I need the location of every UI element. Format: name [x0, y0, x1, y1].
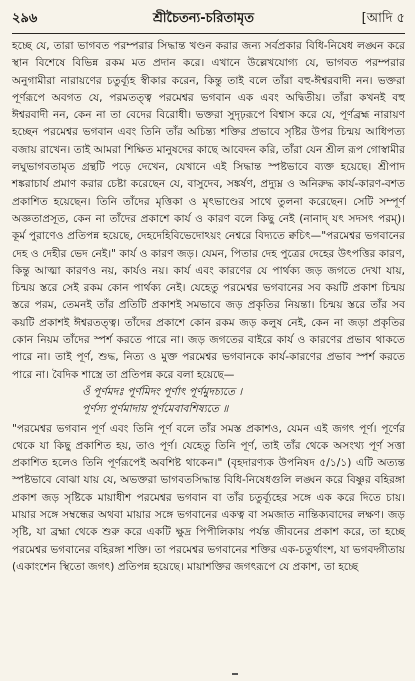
verse-line-1: ওঁ পূর্ণমদঃ পূর্ণমিদং পূর্ণাৎ পূর্ণমুদচ্যতে । [82, 385, 243, 398]
body-paragraph-1: হচ্ছে যে, তারা ভাগবত পরম্পরার সিদ্ধান্ত খণ্ডন করার জন্য সর্বপ্রকার বিধি-নিষেধ লঙ্ঘন করে স্থান বিশেষে বিভিন্ন রকম মত প্রদান করে। এখানে উল্লেখযোগ্য যে, ভাগবত পরম্পরার অনুগামীরা নারায়ণের চতুর্ব্যূহ স্বীকার করেন, কিন্তু তাই বলে তাঁরা বহু-ঈশ্বরবাদী নন। ভক্তরা পূর্ণরূপে অবগত যে, পরমতত্ত্ব পরমেশ্বর ভগবান এক এবং অদ্বিতীয়। তাঁরা কখনই বহু ঈশ্বরবাদী নন, কেন না তা বেদের বিরোধী। ভক্তরা সুদৃঢ়রূপে বিশ্বাস করে যে, পূর্ণব্রহ্ম নারায়ণ হচ্ছেন পরমেশ্বর ভগবান এবং তিনি তাঁর অচিন্ত্য শক্তির প্রভাবে সৃষ্টির উপর চিন্ময় আধিপত্য বজায় রাখেন। তাই আমরা শিক্ষিত মানুষদের কাছে আবেদন করি, তাঁরা যেন শ্রীল রূপ গোস্বামীর লঘুভাগবতামৃত গ্রন্থটি পড়ে দেখেন, যেখানে এই সিদ্ধান্ত স্পষ্টভাবে ব্যক্ত হয়েছে। শ্রীপাদ শঙ্করাচার্য প্রমাণ করার চেষ্টা করেছেন যে, বাসুদেব, সঙ্কর্ষণ, প্রদ্যুম্ন ও অনিরুদ্ধ কার্য-কারণ-বশত প্রকাশিত হয়েছেন। তিনি তাঁদের মৃত্তিকা ও মৃৎভাণ্ডের সাথে তুলনা করেছেন। সেটি সম্পূর্ণ অজ্ঞতাপ্রসূত, কেন না তাঁদের প্রকাশে কার্য ও কারণ বলে কিছু নেই (নানাদ্ যৎ সদসৎ পরম্)। কূর্ম পুরাণেও প্রতিপন্ন হয়েছে, দেহদেহিবিভেদোঽয়ং নেশ্বরে বিদ্যতে ক্বচিৎ—"পরমেশ্বর ভগবানের দেহ ও দেহীর ভেদ নেই।" কার্য ও কারণ জড়। যেমন, পিতার দেহ পুত্রের দেহের উৎপত্তির কারণ, কিন্তু আত্মা কারণও নয়, কার্যও নয়। কার্য এবং কারণের যে পার্থক্য জড় জগতে দেখা যায়, চিন্ময় স্তরে সেই রকম কোন পার্থক্য নেই। যেহেতু পরমেশ্বর ভগবানের সব কয়টি প্রকাশ চিন্ময় স্তরে পরম, তেমনই তাঁর প্রতিটি প্রকাশই সমভাবে জড় প্রকৃতির নিয়ন্তা। চিন্ময় স্তরে তাঁর সব কয়টি প্রকাশই ঈশ্বরতত্ত্ব। তাঁদের প্রকাশে কোন রকম জড় কলুষ নেই, কেন না জড়া প্রকৃতির কোন নিয়ম তাঁদের স্পর্শ করতে পারে না। জড় জগতের বাইরে কার্য ও কারণের প্রভাব থাকতে পারে না। তাই পূর্ণ, শুদ্ধ, নিত্য ও মুক্ত পরমেশ্বর ভগবানকে কার্য-কারণের প্রভাব স্পর্শ করতে পারে না। বৈদিক শাস্ত্রে তা প্রতিপন্ন করে বলা হয়েছে— [12, 40, 405, 381]
body-paragraph-2: "পরমেশ্বর ভগবান পূর্ণ এবং তিনি পূর্ণ বলে তাঁর সমস্ত প্রকাশও, যেমন এই জগৎ পূর্ণ। পূর্ণের থেকে যা কিছু প্রকাশিত হয়, তাও পূর্ণ। যেহেতু তিনি পূর্ণ, তাই তাঁর থেকে অসংখ্য পূর্ণ সত্তা প্রকাশিত হলেও তিনি পূর্ণরূপেই অবশিষ্ট থাকেন।" (বৃহদারণ্যক উপনিষদ ৫/১/১) এটি অত্যন্ত স্পষ্টভাবে বোঝা যায় যে, অভক্তরা ভাগবতসিদ্ধান্ত বিধি-নিষেধগুলি লঙ্ঘন করে বিষ্ণুর বহিরঙ্গা প্রকাশ জড় সৃষ্টিকে মায়াধীশ পরমেশ্বর ভগবান বা তাঁর চতুর্ব্যূহের সঙ্গে এক করে দিতে চায়। মায়ার সঙ্গে সম্বন্ধের অথবা মায়ার সঙ্গে ভগবানের একত্ব বা সমজাত নান্তিক্যবাদের লক্ষণ। জড় সৃষ্টি, যা ব্রহ্মা থেকে শুরু করে একটি ক্ষুদ্র পিপীলিকায় পর্যন্ত জীবনের প্রকাশ করে, তা হচ্ছে পরমেশ্বর ভগবানের বহিরঙ্গা শক্তি। তা পরমেশ্বর ভগবানের শক্তির এক-চতুর্থাংশ, যা ভগবদ্গীতায় (একাংশেন স্থিতো জগৎ) প্রতিপন্ন হয়েছে। মায়াশক্তির জগৎরূপে যে প্রকাশ, তা হচ্ছে [12, 422, 405, 573]
header-rule [12, 33, 405, 34]
chapter-reference: [আদি ৫ [361, 11, 405, 26]
page-header [12, 8, 405, 30]
sanskrit-verse [82, 384, 405, 419]
page-footer-mark [232, 673, 238, 675]
page-number: ২৯৬ [12, 11, 38, 26]
running-title: শ্রীচৈতন্য-চরিতামৃত [152, 11, 255, 26]
verse-line-2: পূর্ণস্য পূর্ণমাদায় পূর্ণমেবাবশিষ্যতে ॥ [82, 403, 229, 416]
